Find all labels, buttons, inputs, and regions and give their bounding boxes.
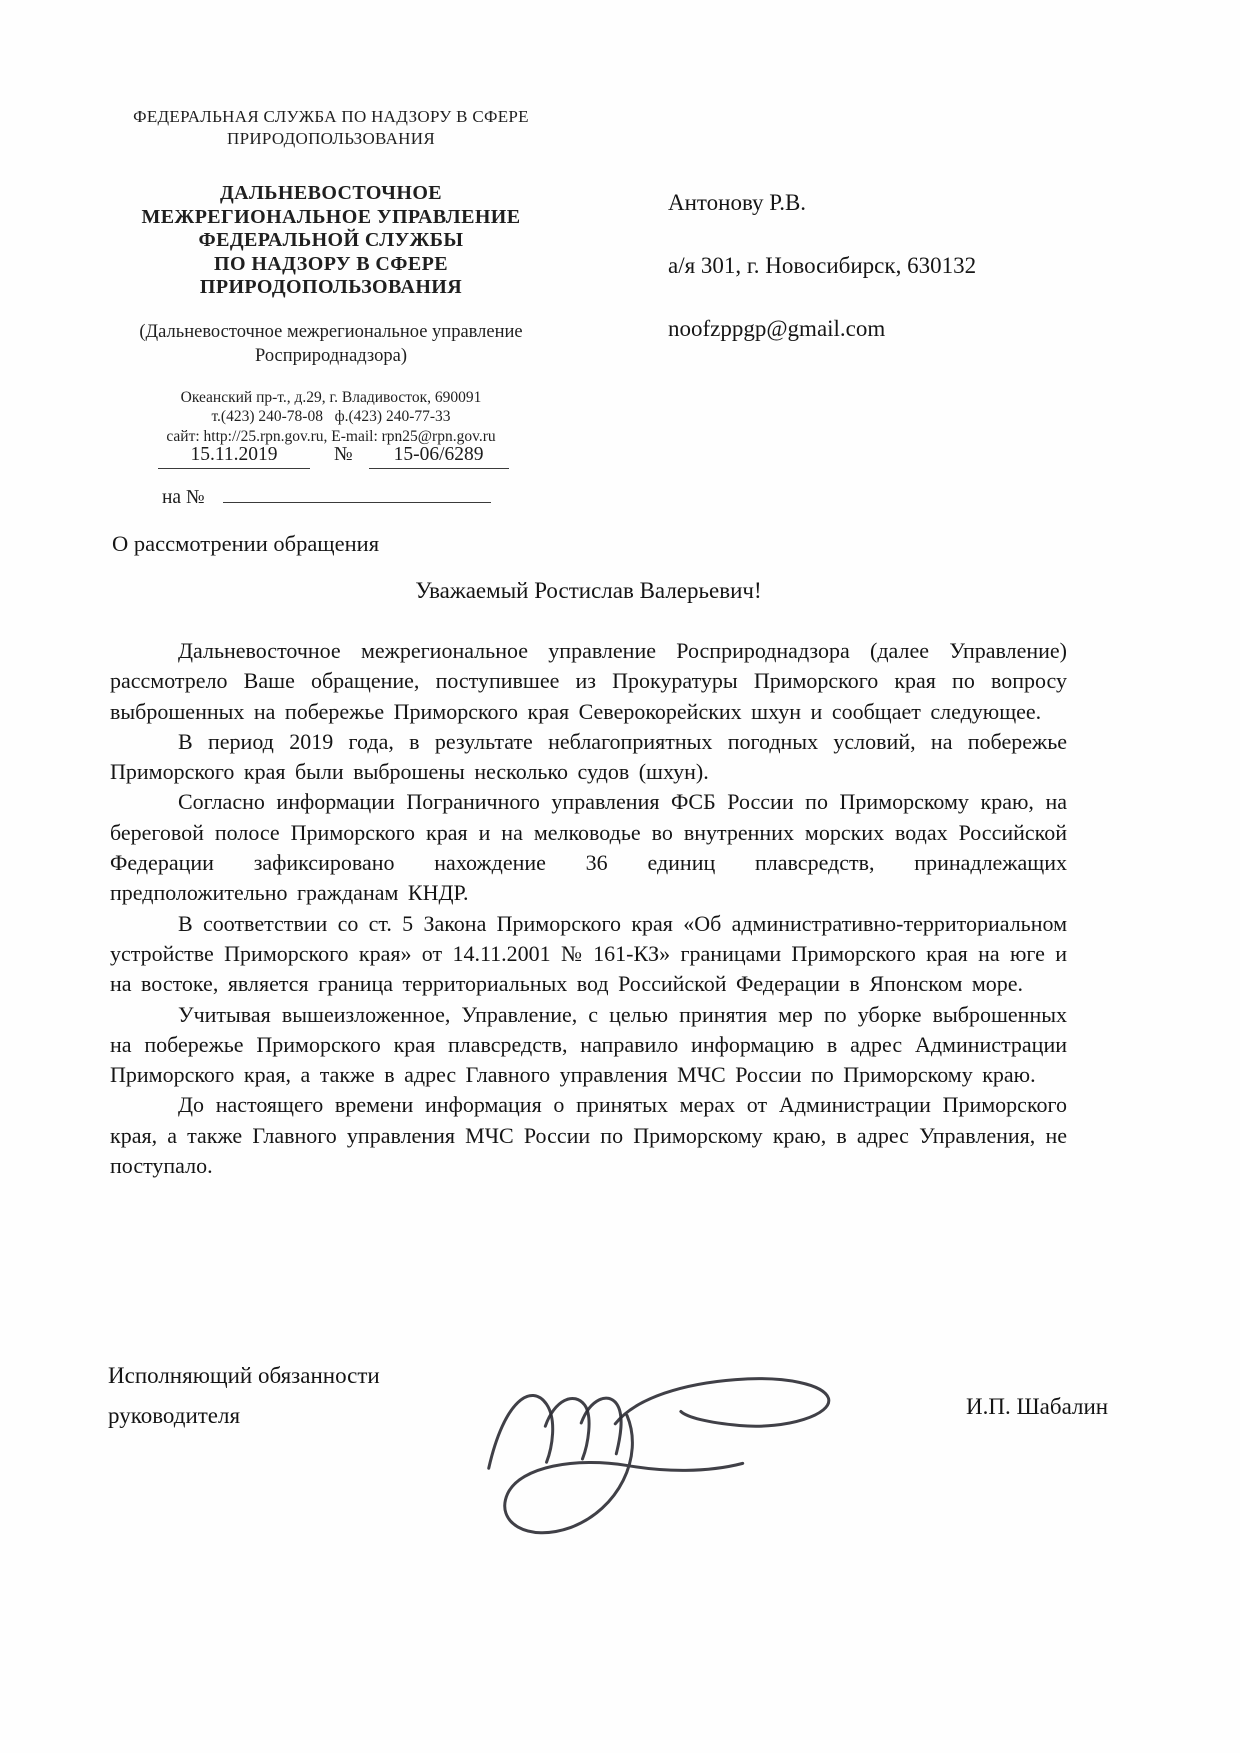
signature-strokes <box>455 1335 852 1553</box>
department-name-line: ПРИРОДОПОЛЬЗОВАНИЯ <box>199 276 463 298</box>
body-paragraph: До настоящего времени информация о принятых мерах от Администрации Приморского края, а также Главного управления МЧС России по Приморскому краю, в адрес Управления, не поступало. <box>110 1092 1067 1179</box>
department-short-name <box>95 320 567 368</box>
body-paragraph: В соответствии со ст. 5 Закона Приморского края «Об административно-территориальном устройстве Приморского края» от 14.11.2001 № 161-КЗ» границами Приморского края на юге и на востоке, является граница территориальных вод Российской Федерации в Японском море. <box>110 910 1067 997</box>
postal-address: Океанский пр-т., д.29, г. Владивосток, 690091 <box>180 388 482 406</box>
letterhead-contacts <box>95 388 567 447</box>
signer-position-line: Исполняющий обязанности <box>108 1363 380 1388</box>
department-name-line: ДАЛЬНЕВОСТОЧНОЕ <box>219 182 443 204</box>
agency-name <box>95 106 567 150</box>
signature-image <box>455 1335 852 1553</box>
recipient-address: а/я 301, г. Новосибирск, 630132 <box>668 253 977 278</box>
body-paragraph: Дальневосточное межрегиональное управление Росприроднадзора (далее Управление) рассмотрело Ваше обращение, поступившее из Прокуратуры Приморского края по вопросу выброшенных на побережье Приморского края Северокорейских шхун и сообщает следующее. <box>110 638 1067 724</box>
letter-date: 15.11.2019 <box>158 444 310 469</box>
department-short-name-line: (Дальневосточное межрегиональное управление <box>139 321 523 342</box>
signer-position-line: руководителя <box>108 1403 241 1428</box>
letterhead <box>95 106 567 446</box>
signer-name: И.П. Шабалин <box>966 1394 1109 1419</box>
letter-number: 15-06/6289 <box>369 444 509 469</box>
number-sign: № <box>334 444 353 465</box>
department-name-line: ПО НАДЗОРУ В СФЕРЕ <box>214 252 448 275</box>
department-short-name-line: Росприроднадзора) <box>254 345 407 366</box>
agency-name-line: ПРИРОДОПОЛЬЗОВАНИЯ <box>227 129 435 148</box>
department-name-line: МЕЖРЕГИОНАЛЬНОЕ УПРАВЛЕНИЕ <box>141 205 521 228</box>
reference-blank-line <box>223 479 491 503</box>
recipient-email: noofzppgp@gmail.com <box>668 316 886 341</box>
agency-name-line: ФЕДЕРАЛЬНАЯ СЛУЖБА ПО НАДЗОРУ В СФЕРЕ <box>133 107 529 126</box>
recipient-block <box>668 190 976 342</box>
letter-body <box>110 636 1067 1181</box>
signer-position <box>108 1356 380 1436</box>
recipient-name: Антонову Р.В. <box>668 190 807 215</box>
department-name <box>95 182 567 300</box>
website-email: сайт: http://25.rpn.gov.ru, E-mail: rpn25@rpn.gov.ru <box>166 427 496 445</box>
body-paragraph: Согласно информации Пограничного управления ФСБ России по Приморскому краю, на береговой полосе Приморского края и на мелководье во внутренних морских водах Российской Федерации зафиксировано нахождение 36 единиц плавсредств, принадлежащих предположительно гражданам КНДР. <box>110 789 1067 906</box>
department-name-line: ФЕДЕРАЛЬНОЙ СЛУЖБЫ <box>198 229 464 251</box>
body-paragraph: Учитывая вышеизложенное, Управление, с целью принятия мер по уборке выброшенных на побережье Приморского края плавсредств, направило информацию в адрес Администрации Приморского края, а также в адрес Главного управления МЧС России по Приморскому краю. <box>110 1001 1067 1088</box>
subject-line: О рассмотрении обращения <box>112 531 380 556</box>
phone-fax: т.(423) 240-78-08 ф.(423) 240-77-33 <box>211 408 451 425</box>
date-number-row <box>158 444 509 469</box>
body-paragraph: В период 2019 года, в результате неблагоприятных погодных условий, на побережье Приморского края были выброшены несколько судов (шхун). <box>110 728 1067 785</box>
salutation: Уважаемый Ростислав Валерьевич! <box>415 578 762 603</box>
reference-label: на № <box>162 487 205 508</box>
reference-row <box>162 479 491 509</box>
